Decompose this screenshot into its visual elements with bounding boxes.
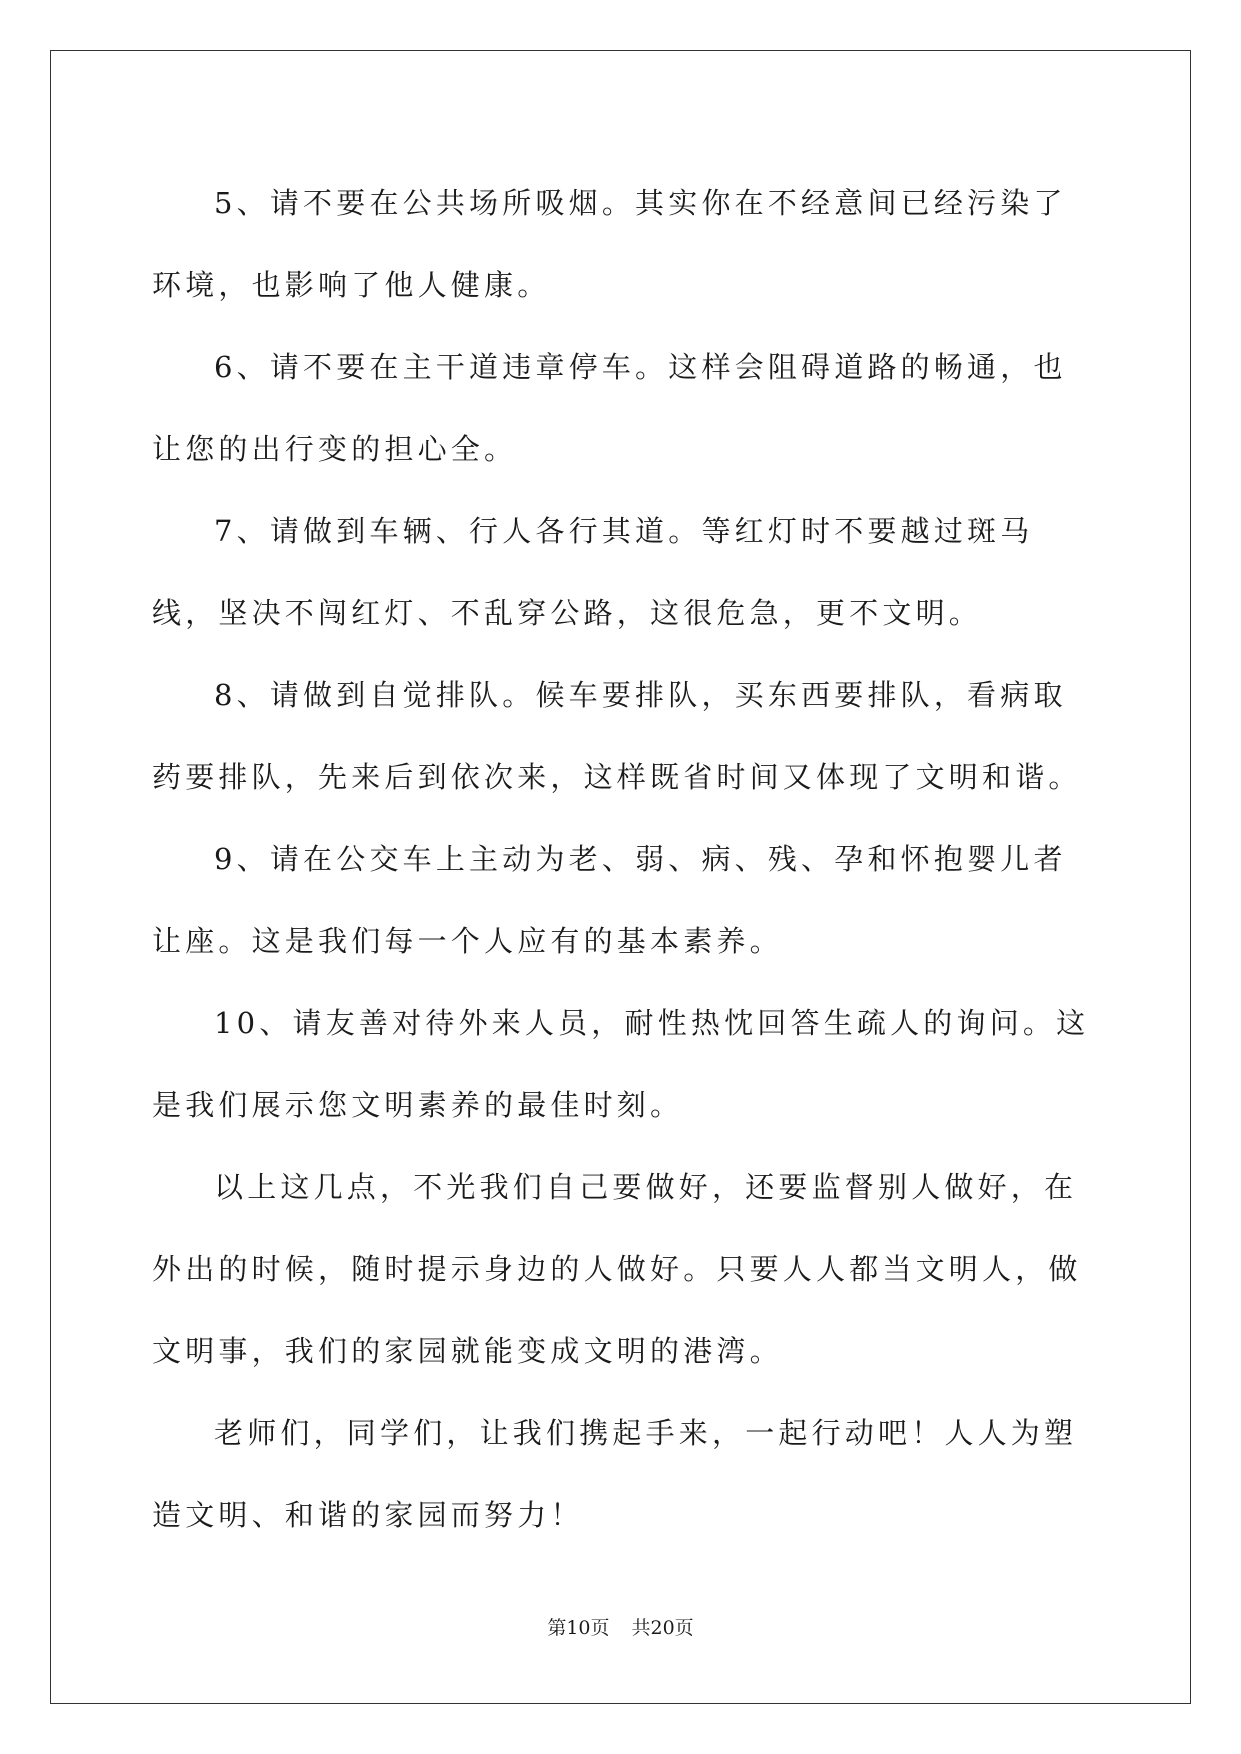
paragraph-6: 6、请不要在主干道违章停车。这样会阻碍道路的畅通，也让您的出行变的担心全。 (152, 350, 1067, 466)
page-footer (0, 1616, 1241, 1640)
paragraph-closing: 老师们，同学们，让我们携起手来，一起行动吧！人人为塑造文明、和谐的家园而努力！ (152, 1416, 1078, 1532)
paragraph-8: 8、请做到自觉排队。候车要排队，买东西要排队，看病取药要排队，先来后到依次来，这样既省时间又体现了文明和谐。 (152, 678, 1082, 794)
paragraph-10: 10、请友善对待外来人员，耐性热忱回答生疏人的询问。这是我们展示您文明素养的最佳时刻。 (152, 1006, 1090, 1122)
current-page-number: 第10页 (547, 1617, 610, 1639)
paragraph-7: 7、请做到车辆、行人各行其道。等红灯时不要越过斑马线，坚决不闯红灯、不乱穿公路，这很危急，更不文明。 (152, 514, 1034, 630)
total-page-count: 共20页 (631, 1617, 694, 1639)
paragraph-5: 5、请不要在公共场所吸烟。其实你在不经意间已经污染了环境，也影响了他人健康。 (152, 186, 1067, 302)
paragraph-summary: 以上这几点，不光我们自己要做好，还要监督别人做好，在外出的时候，随时提示身边的人做好。只要人人都当文明人，做文明事，我们的家园就能变成文明的港湾。 (152, 1170, 1082, 1368)
document-body (152, 162, 1092, 1556)
paragraph-9: 9、请在公交车上主动为老、弱、病、残、孕和怀抱婴儿者让座。这是我们每一个人应有的基本素养。 (152, 842, 1067, 958)
